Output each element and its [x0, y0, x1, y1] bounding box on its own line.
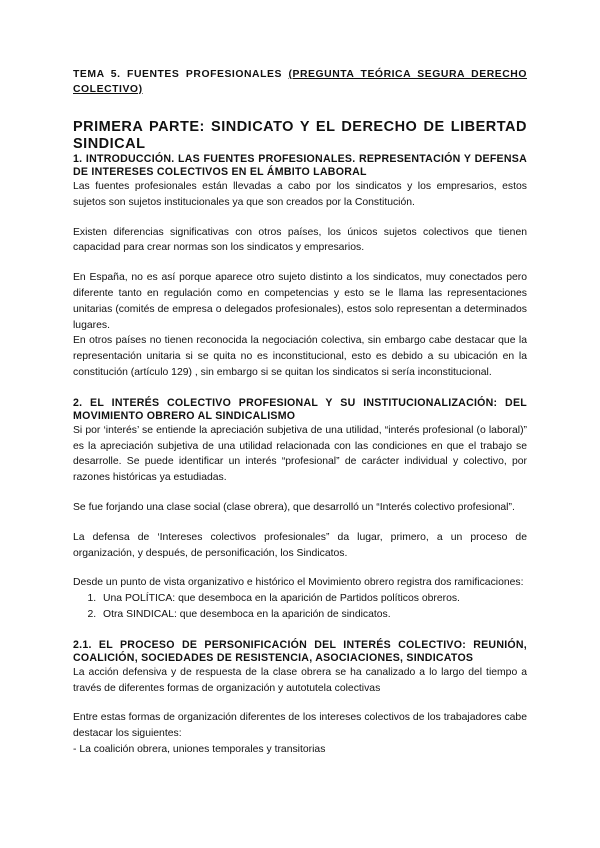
section-2-paragraph-1: Si por ‘interés’ se entiende la apreciación subjetiva de una utilidad, “interés profesional (o laboral)” es la apreciación subjetiva de una utilidad relacionada con las condiciones en que el trabajo se desarrolle. Se puede identificar un interés “profesional” de carácter individual y colectivo, por razones históricas ya estudiadas.	[73, 424, 527, 484]
section-2-1-heading: 2.1. EL PROCESO DE PERSONIFICACIÓN DEL INTERÉS COLECTIVO: REUNIÓN, COALICIÓN, SOCIEDADES DE RESISTENCIA, ASOCIACIONES, SINDICATOS	[73, 638, 527, 664]
part-title: PRIMERA PARTE: SINDICATO Y EL DERECHO DE LIBERTAD SINDICAL	[73, 119, 527, 152]
ramificaciones-list	[73, 591, 527, 623]
section-1-paragraph-1: Las fuentes profesionales están llevadas a cabo por los sindicatos y los empresarios, estos sujetos son sujetos institucionales ya que son creados por la Constitución.	[73, 181, 527, 208]
section-2-paragraph-2: Se fue forjando una clase social (clase obrera), que desarrolló un “Interés colectivo profesional”.	[73, 501, 515, 513]
list-item: 1. Una POLÍTICA: que desemboca en la aparición de Partidos políticos obreros.	[99, 591, 527, 607]
section-1-paragraph-2: Existen diferencias significativas con otros países, los únicos sujetos colectivos que tienen capacidad para crear normas son los sindicatos y empresarios.	[73, 226, 527, 254]
section-2-heading: 2. EL INTERÉS COLECTIVO PROFESIONAL Y SU INSTITUCIONALIZACIÓN: DEL MOVIMIENTO OBRERO AL SINDICALISMO	[73, 396, 527, 422]
tema-title-prefix: TEMA 5. FUENTES PROFESIONALES	[73, 69, 289, 80]
section-2-1-paragraph-3: - La coalición obrera, uniones temporales y transitorias	[73, 743, 326, 755]
section-2-paragraph-4: Desde un punto de vista organizativo e histórico el Movimiento obrero registra dos ramificaciones:	[73, 577, 524, 589]
section-2-1-paragraph-1: La acción defensiva y de respuesta de la clase obrera se ha canalizado a lo largo del tiempo a través de diferentes formas de organización y autotutela colectivas	[73, 666, 527, 694]
list-item: 2. Otra SINDICAL: que desemboca en la aparición de sindicatos.	[99, 607, 527, 623]
section-2-1-paragraph-2: Entre estas formas de organización diferentes de los intereses colectivos de los trabajadores cabe destacar los siguientes:	[73, 712, 527, 740]
tema-title	[73, 68, 527, 97]
section-1-heading: 1. INTRODUCCIÓN. LAS FUENTES PROFESIONALES. REPRESENTACIÓN Y DEFENSA DE INTERESES COLECTIVOS EN EL ÁMBITO LABORAL	[73, 153, 527, 178]
section-1-paragraph-3: En España, no es así porque aparece otro sujeto distinto a los sindicatos, muy conectados pero diferente tanto en regulación como en competencias y esto se le llama las representaciones unitarias (comités de empresa o delegados profesionales), estos solo representan a determinados lugares.	[73, 272, 527, 331]
tema-title-note: (PREGUNTA TEÓRICA SEGURA DERECHO COLECTIVO)	[73, 69, 527, 95]
section-2-paragraph-3: La defensa de ‘Intereses colectivos profesionales” da lugar, primero, a un proceso de organización, y después, de personificación, los Sindicatos.	[73, 531, 527, 559]
section-1-paragraph-4: En otros países no tienen reconocida la negociación colectiva, sin embargo cabe destacar que la representación unitaria si se quita no es inconstitucional, esto es debido a su ubicación en la constitución (artículo 129) , sin embargo si se quitan los sindicatos si sería inconstitucional.	[73, 335, 527, 378]
